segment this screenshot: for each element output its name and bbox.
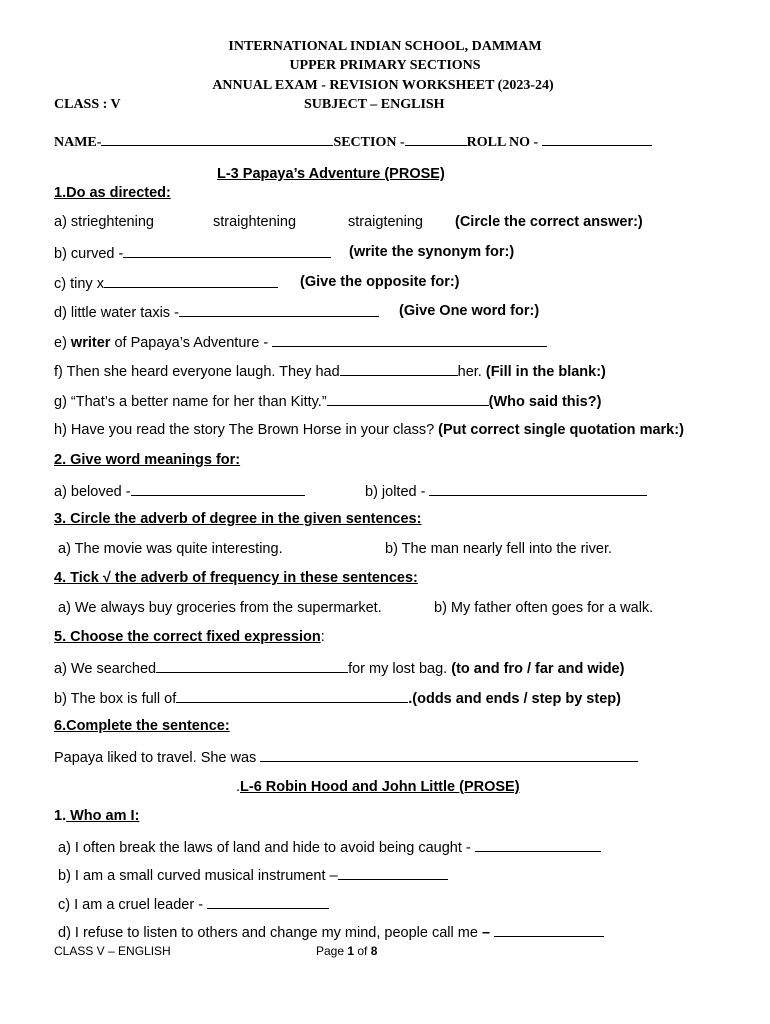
student-info-row [54,131,652,152]
q2-heading: 2. Give word meanings for: [54,452,241,468]
q5b-label: b) The box is full of [54,691,177,707]
q5b-blank[interactable] [176,688,408,703]
q1a-instruction: (Circle the correct answer:) [455,214,643,230]
q2b-blank[interactable] [429,481,647,496]
lesson6-title-dot: . [236,779,241,795]
l6-q1d-row [58,922,604,942]
l6-q1d-dash: – [481,925,495,941]
q1a-option-2: straightening [213,214,297,230]
name-label: NAME- [54,135,102,150]
q1h-text: h) Have you read the story The Brown Horse in your class? [54,422,439,438]
q1f-text: f) Then she heard everyone laugh. They had [54,364,340,380]
q1f-blank[interactable] [340,361,458,376]
q1e-row [54,332,547,352]
class-label: CLASS : V [54,97,121,112]
q4-number: 4. [54,570,67,586]
section-label: SECTION - [333,135,405,150]
footer-page-of: of [354,944,371,958]
q1g-row [54,391,601,411]
q3-heading-text: Circle the adverb of degree in the given sentences: [66,511,422,527]
q1h-instruction: (Put correct single quotation mark:) [438,422,684,438]
q5a-after: for my lost bag. [348,661,452,677]
q1c-label: c) tiny x [54,276,104,292]
q3-number: 3. [54,511,67,527]
q5-heading-text: Choose the correct fixed expression [66,629,321,645]
q3-heading [54,510,421,528]
q4-heading-text: Tick √ the adverb of frequency in these sentences: [66,570,418,586]
name-blank[interactable] [101,131,333,146]
q1b-label: b) curved - [54,246,124,262]
l6-q1-number: 1. [54,808,67,824]
q6-row [54,747,638,767]
l6-q1b-blank[interactable] [338,865,448,880]
l6-q1b-row [58,865,448,885]
sections-line: UPPER PRIMARY SECTIONS [289,58,481,73]
q1h-row [54,421,684,439]
q1b-instruction: (write the synonym for:) [349,244,515,260]
footer-class: CLASS V – ENGLISH [54,944,171,958]
lesson3-title: L-3 Papaya’s Adventure (PROSE) [217,166,445,182]
l6-q1d-blank[interactable] [494,922,604,937]
school-name: INTERNATIONAL INDIAN SCHOOL, DAMMAM [228,39,542,54]
q1f-row [54,361,606,381]
q2a-row [54,481,305,501]
q5a-row [54,658,624,678]
footer-page-current: 1 [347,944,355,958]
q1c-instruction: (Give the opposite for:) [300,274,460,290]
q1a-option-1: a) strieghtening [54,214,154,230]
q1d-blank[interactable] [179,302,379,317]
q6-heading: 6.Complete the sentence: [54,718,230,734]
footer-page-prefix: Page [316,944,348,958]
q1b-row [54,243,331,263]
q1a-option-3: straigtening [348,214,423,230]
l6-q1-heading [54,807,139,825]
q1g-blank[interactable] [327,391,489,406]
q4b-sentence: b) My father often goes for a walk. [434,600,654,616]
l6-q1-heading-text: Who am I: [66,808,140,824]
l6-q1a-blank[interactable] [475,837,601,852]
l6-q1c-row [58,894,329,914]
q1f-instruction: (Fill in the blank:) [485,364,606,380]
l6-q1c-blank[interactable] [207,894,329,909]
q1c-blank[interactable] [104,273,278,288]
q3b-sentence: b) The man nearly fell into the river. [385,541,613,557]
q5b-row [54,688,621,708]
q5-colon: : [320,629,325,645]
subject-label: SUBJECT – ENGLISH [304,97,445,112]
q1e-blank[interactable] [272,332,547,347]
q2b-row [365,481,647,501]
q6-text: Papaya liked to travel. She was [54,750,261,766]
q1e-prefix: e) [54,335,71,351]
q5a-blank[interactable] [156,658,348,673]
q5-number: 5. [54,629,67,645]
exam-title: ANNUAL EXAM - REVISION WORKSHEET (2023-24) [212,78,554,93]
q1b-blank[interactable] [123,243,331,258]
q5b-instruction: .(odds and ends / step by step) [408,691,621,707]
q4a-sentence: a) We always buy groceries from the supermarket. [58,600,382,616]
q4-heading [54,569,418,587]
footer-page-total: 8 [370,944,378,958]
l6-q1a-text: a) I often break the laws of land and hide to avoid being caught - [58,840,475,856]
q1g-text: g) “That’s a better name for her than Kitty.” [54,394,327,410]
l6-q1b-text: b) I am a small curved musical instrument – [58,868,338,884]
lesson6-title: L-6 Robin Hood and John Little (PROSE) [240,779,520,795]
roll-blank[interactable] [542,131,652,146]
footer-page-number [316,944,377,958]
l6-q1d-text: d) I refuse to listen to others and change my mind, people call me [58,925,482,941]
q5a-label: a) We searched [54,661,157,677]
q3a-sentence: a) The movie was quite interesting. [58,541,283,557]
q2a-label: a) beloved - [54,484,131,500]
q2a-blank[interactable] [131,481,305,496]
q1e-bold: writer [70,335,111,351]
q1g-instruction: (Who said this?) [488,394,602,410]
q6-blank[interactable] [260,747,638,762]
lesson6-title-row [236,778,520,796]
q5-heading [54,628,325,646]
q1f-after: her. [457,364,486,380]
q1d-row [54,302,379,322]
q1d-label: d) little water taxis - [54,305,179,321]
q1c-row [54,273,278,293]
l6-q1a-row [58,837,601,857]
l6-q1c-text: c) I am a cruel leader - [58,897,208,913]
q5a-instruction: (to and fro / far and wide) [451,661,625,677]
q1e-text: of Papaya’s Adventure - [110,335,273,351]
q2b-label: b) jolted - [365,484,430,500]
q1-heading: 1.Do as directed: [54,185,171,201]
q1d-instruction: (Give One word for:) [399,303,540,319]
roll-label: ROLL NO - [466,135,542,150]
section-blank[interactable] [405,131,467,146]
